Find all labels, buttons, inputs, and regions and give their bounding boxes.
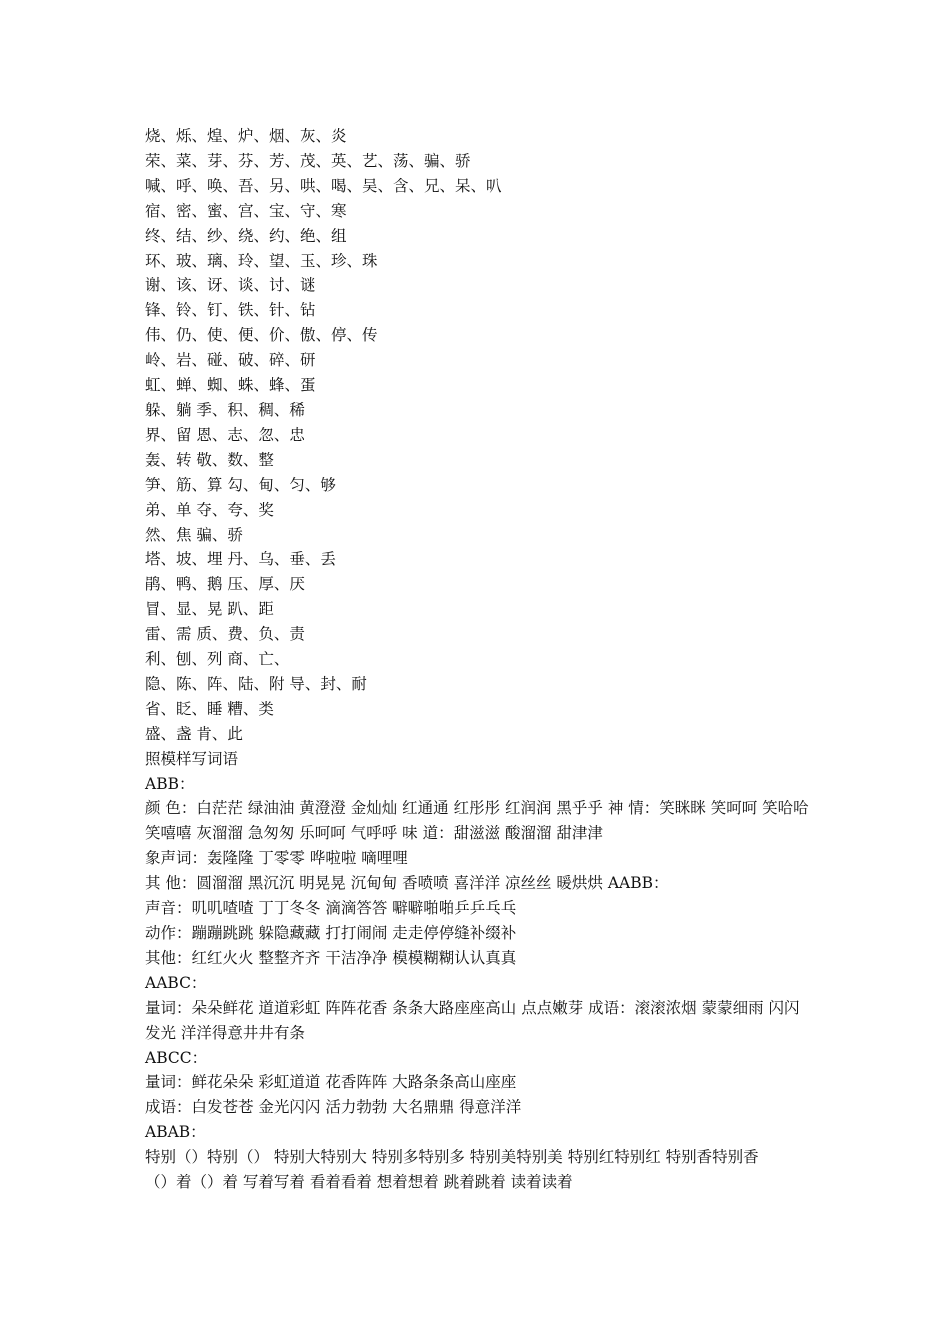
section-abcc xyxy=(145,1046,810,1121)
character-group-line: 谢、该、讶、谈、讨、谜 xyxy=(145,276,316,295)
character-group-line: 岭、岩、碰、破、碎、研 xyxy=(145,351,316,370)
character-group-line: 鹃、鸭、鹅 压、厚、厌 xyxy=(145,575,305,594)
character-group-line: 烧、烁、煌、炉、烟、灰、炎 xyxy=(145,127,347,145)
character-group-line: 然、焦 骗、骄 xyxy=(145,525,243,544)
character-group-line: 省、眨、睡 糟、类 xyxy=(145,699,274,718)
character-group-line: 锋、铃、钉、铁、针、钻 xyxy=(145,301,316,320)
word-example-line: 成语：白发苍苍 金光闪闪 活力勃勃 大名鼎鼎 得意洋洋 xyxy=(145,1098,522,1117)
word-example-line: 动作：蹦蹦跳跳 躲隐藏藏 打打闹闹 走走停停缝补缀补 xyxy=(145,924,517,942)
character-group-line: 冒、显、晃 趴、距 xyxy=(145,600,274,619)
word-example-line: 声音：叽叽喳喳 丁丁冬冬 滴滴答答 噼噼啪啪乒乒乓乓 xyxy=(145,899,517,918)
character-group-line: 躲、躺 季、积、稠、稀 xyxy=(145,400,305,419)
word-example-line: （）着（）着 写着写着 看着看着 想着想着 跳着跳着 读着读着 xyxy=(145,1173,573,1192)
character-group-line: 环、玻、璃、玲、望、玉、珍、珠 xyxy=(145,251,378,270)
character-group-line: 弟、单 夺、夸、奖 xyxy=(145,500,274,519)
section-abb xyxy=(145,772,810,971)
character-group-line: 利、刨、列 商、亡、 xyxy=(145,650,290,669)
section-abab xyxy=(145,1120,810,1195)
character-group-line: 轰、转 敬、数、整 xyxy=(145,450,274,469)
section-aabc xyxy=(145,971,810,1046)
character-group-line: 隐、陈、阵、陆、附 导、封、耐 xyxy=(145,674,367,693)
word-example-line: 象声词：轰隆隆 丁零零 哗啦啦 嘀哩哩 xyxy=(145,849,408,868)
character-group-line: 盛、盏 肯、此 xyxy=(145,724,243,743)
word-example-line: 量词：朵朵鲜花 道道彩虹 阵阵花香 条条大路座座高山 点点嫩芽 成语：滚滚浓烟 蒙蒙细雨 闪闪发光 洋洋得意井井有条 xyxy=(145,998,800,1042)
section-heading: AABC： xyxy=(145,973,207,992)
character-group-line: 终、结、纱、绕、约、绝、组 xyxy=(145,226,347,245)
word-example-line: 其他：红红火火 整整齐齐 干洁净净 模模糊糊认认真真 xyxy=(145,948,517,967)
section-heading: ABB： xyxy=(145,774,195,793)
character-group-line: 雷、需 质、费、负、责 xyxy=(145,625,305,644)
word-example-line: 颜 色：白茫茫 绿油油 黄澄澄 金灿灿 红通通 红彤彤 红润润 黑乎乎 神 情：笑眯眯 笑呵呵 笑哈哈 笑嘻嘻 灰溜溜 急匆匆 乐呵呵 气呼呼 味 道：甜滋滋 酸溜溜 甜津津 xyxy=(145,799,809,843)
section-heading: ABAB： xyxy=(145,1123,206,1142)
document-body xyxy=(145,124,810,1195)
character-group-line: 笋、筋、算 勾、甸、匀、够 xyxy=(145,475,336,494)
exercise-title: 照模样写词语 xyxy=(145,749,239,768)
word-example-line: 其 他：圆溜溜 黑沉沉 明晃晃 沉甸甸 香喷喷 喜洋洋 凉丝丝 暖烘烘 AABB： xyxy=(145,874,669,893)
character-group-list xyxy=(145,124,810,747)
character-group-line: 虹、蝉、蜘、蛛、蜂、蛋 xyxy=(145,376,316,395)
character-group-line: 荣、菜、芽、芬、芳、茂、英、艺、荡、骗、骄 xyxy=(145,151,471,170)
character-group-line: 宿、密、蜜、宫、宝、守、寒 xyxy=(145,201,347,220)
character-group-line: 塔、坡、埋 丹、乌、垂、丢 xyxy=(145,550,336,569)
character-group-line: 喊、呼、唤、吾、另、哄、喝、吴、含、兄、呆、叭 xyxy=(145,176,502,195)
character-group-line: 伟、仍、使、便、价、傲、停、传 xyxy=(145,326,378,345)
word-example-line: 量词：鲜花朵朵 彩虹道道 花香阵阵 大路条条高山座座 xyxy=(145,1073,517,1092)
section-heading: ABCC： xyxy=(145,1048,208,1067)
word-example-line: 特别（）特别（） 特别大特别大 特别多特别多 特别美特别美 特别红特别红 特别香特别香 xyxy=(145,1148,759,1167)
character-group-line: 界、留 恩、志、忽、忠 xyxy=(145,425,305,444)
